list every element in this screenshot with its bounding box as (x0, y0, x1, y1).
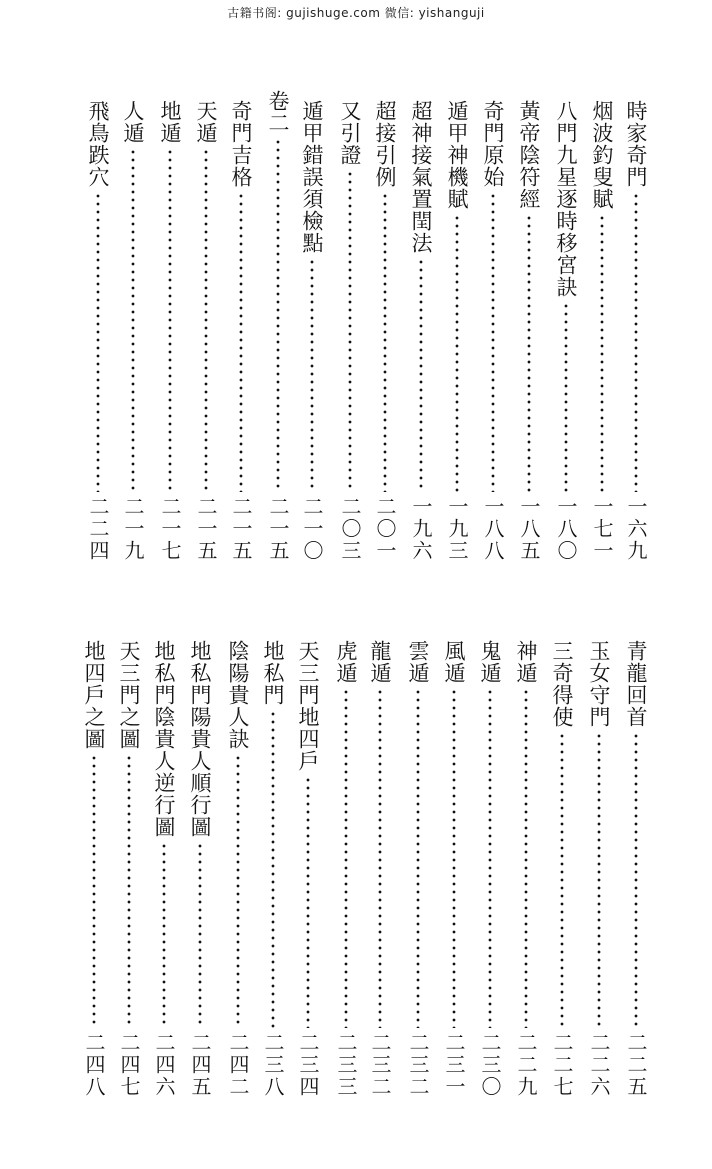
toc-entry[interactable] (409, 100, 433, 562)
toc-entry[interactable] (261, 640, 285, 1098)
dot-leader (198, 842, 202, 1028)
toc-entry[interactable] (517, 100, 541, 562)
entry-page-number: 二三二 (368, 1032, 392, 1098)
dot-leader (488, 688, 492, 1028)
toc-entry[interactable] (445, 100, 469, 562)
entry-title: 天三門地四戶 (296, 640, 320, 772)
entry-title: 地四戶之圖 (82, 640, 106, 750)
entry-page-number: 二三〇 (478, 1032, 502, 1098)
entry-page-number: 二三八 (261, 1032, 285, 1098)
entry-page-number: 二二四 (86, 496, 110, 562)
dot-leader (597, 732, 601, 1028)
toc-top-section (0, 90, 712, 570)
dot-leader (527, 214, 531, 492)
entry-title: 雲遁 (406, 640, 430, 684)
toc-entry[interactable] (554, 100, 578, 562)
toc-entry[interactable] (442, 640, 466, 1098)
dot-leader (96, 192, 100, 492)
entry-page-number: 二〇一 (373, 496, 397, 562)
dot-leader (600, 214, 604, 492)
toc-entry[interactable] (152, 640, 176, 1098)
watermark: 古籍书阁: gujishuge.com 微信: yishanguji (227, 6, 485, 20)
dot-leader (344, 688, 348, 1028)
toc-entry[interactable] (406, 640, 430, 1098)
entry-title: 八門九星逐時移宮訣 (554, 100, 578, 298)
dot-leader (131, 148, 135, 492)
dot-leader (168, 148, 172, 492)
entry-title: 奇門原始 (481, 100, 505, 188)
volume-label: 卷二 (266, 90, 290, 134)
dot-leader (276, 138, 280, 492)
entry-title: 地遁 (158, 100, 182, 144)
entry-page-number: 二一七 (158, 496, 182, 562)
toc-entry[interactable] (373, 100, 397, 562)
dot-leader (310, 258, 314, 492)
toc-entry[interactable] (550, 640, 574, 1098)
dot-leader (560, 732, 564, 1028)
entry-title: 黃帝陰符經 (517, 100, 541, 210)
entry-title: 陰陽貴人訣 (226, 640, 250, 750)
toc-entry[interactable] (587, 640, 611, 1098)
dot-leader (455, 214, 459, 492)
dot-leader (306, 776, 310, 1028)
entry-title: 超接引例 (373, 100, 397, 188)
entry-page-number: 二二五 (624, 1032, 648, 1098)
entry-page-number: 二一五 (194, 496, 218, 562)
entry-page-number: 二三一 (442, 1032, 466, 1098)
dot-leader (204, 148, 208, 492)
dot-leader (416, 688, 420, 1028)
toc-entry[interactable] (229, 100, 253, 562)
toc-entry[interactable] (82, 640, 106, 1098)
entry-title: 天遁 (194, 100, 218, 144)
dot-leader (634, 192, 638, 492)
entry-page-number: 二三二 (406, 1032, 430, 1098)
toc-entry[interactable] (590, 100, 614, 562)
toc-entry[interactable] (117, 640, 141, 1098)
dot-leader (127, 754, 131, 1028)
entry-title: 風遁 (442, 640, 466, 684)
toc-entry[interactable] (300, 100, 324, 562)
entry-page-number: 二四六 (152, 1032, 176, 1098)
toc-entry[interactable] (226, 640, 250, 1098)
entry-title: 烟波釣叟賦 (590, 100, 614, 210)
toc-entry[interactable] (338, 100, 362, 562)
volume-heading[interactable] (266, 90, 290, 562)
entry-page-number: 二四五 (188, 1032, 212, 1098)
entry-title: 地私門陰貴人逆行圖 (152, 640, 176, 838)
entry-page-number: 二一九 (121, 496, 145, 562)
entry-page-number: 一六九 (624, 496, 648, 562)
entry-title: 飛鳥跌穴 (86, 100, 110, 188)
entry-title: 地私門陽貴人順行圖 (188, 640, 212, 838)
entry-title: 鬼遁 (478, 640, 502, 684)
toc-entry[interactable] (514, 640, 538, 1098)
entry-page-number: 二二七 (550, 1032, 574, 1098)
entry-title: 遁甲神機賦 (445, 100, 469, 210)
entry-title: 龍遁 (368, 640, 392, 684)
dot-leader (239, 192, 243, 492)
toc-entry[interactable] (481, 100, 505, 562)
dot-leader (419, 258, 423, 492)
entry-page-number: 一七一 (590, 496, 614, 562)
entry-title: 人遁 (121, 100, 145, 144)
entry-title: 時家奇門 (624, 100, 648, 188)
toc-entry[interactable] (296, 640, 320, 1098)
entry-title: 青龍回首 (624, 640, 648, 728)
entry-page-number: 一八〇 (554, 496, 578, 562)
entry-title: 虎遁 (334, 640, 358, 684)
entry-title: 神遁 (514, 640, 538, 684)
dot-leader (92, 754, 96, 1028)
entry-page-number: 一九六 (409, 496, 433, 562)
entry-page-number: 二二九 (514, 1032, 538, 1098)
toc-entry[interactable] (188, 640, 212, 1098)
dot-leader (348, 170, 352, 492)
toc-entry[interactable] (368, 640, 392, 1098)
entry-title: 遁甲錯誤須檢點 (300, 100, 324, 254)
toc-entry[interactable] (334, 640, 358, 1098)
entry-title: 地私門 (261, 640, 285, 706)
dot-leader (162, 842, 166, 1028)
toc-entry[interactable] (121, 100, 145, 562)
entry-page-number: 二三三 (334, 1032, 358, 1098)
toc-entry[interactable] (86, 100, 110, 562)
entry-title: 三奇得使 (550, 640, 574, 728)
dot-leader (452, 688, 456, 1028)
entry-page-number: 二三四 (296, 1032, 320, 1098)
dot-leader (383, 192, 387, 492)
toc-entry[interactable] (194, 100, 218, 562)
entry-title: 超神接氣置閏法 (409, 100, 433, 254)
dot-leader (378, 688, 382, 1028)
toc-entry[interactable] (158, 100, 182, 562)
toc-entry[interactable] (624, 100, 648, 562)
dot-leader (634, 732, 638, 1028)
toc-bottom-section (0, 640, 712, 1100)
entry-page-number: 一九三 (445, 496, 469, 562)
entry-page-number: 一八五 (517, 496, 541, 562)
entry-title: 又引證 (338, 100, 362, 166)
entry-page-number: 二四七 (117, 1032, 141, 1098)
entry-page-number: 二四八 (82, 1032, 106, 1098)
dot-leader (524, 688, 528, 1028)
entry-page-number: 二一五 (229, 496, 253, 562)
entry-page-number: 二二六 (587, 1032, 611, 1098)
toc-entry[interactable] (478, 640, 502, 1098)
entry-title: 奇門吉格 (229, 100, 253, 188)
dot-leader (271, 710, 275, 1028)
entry-page-number: 二一〇 (300, 496, 324, 562)
entry-page-number: 二四二 (226, 1032, 250, 1098)
dot-leader (236, 754, 240, 1028)
entry-page-number: 二〇三 (338, 496, 362, 562)
volume-page-number: 二一五 (266, 496, 290, 562)
dot-leader (564, 302, 568, 492)
entry-page-number: 一八八 (481, 496, 505, 562)
entry-title: 天三門之圖 (117, 640, 141, 750)
dot-leader (491, 192, 495, 492)
entry-title: 玉女守門 (587, 640, 611, 728)
toc-entry[interactable] (624, 640, 648, 1098)
